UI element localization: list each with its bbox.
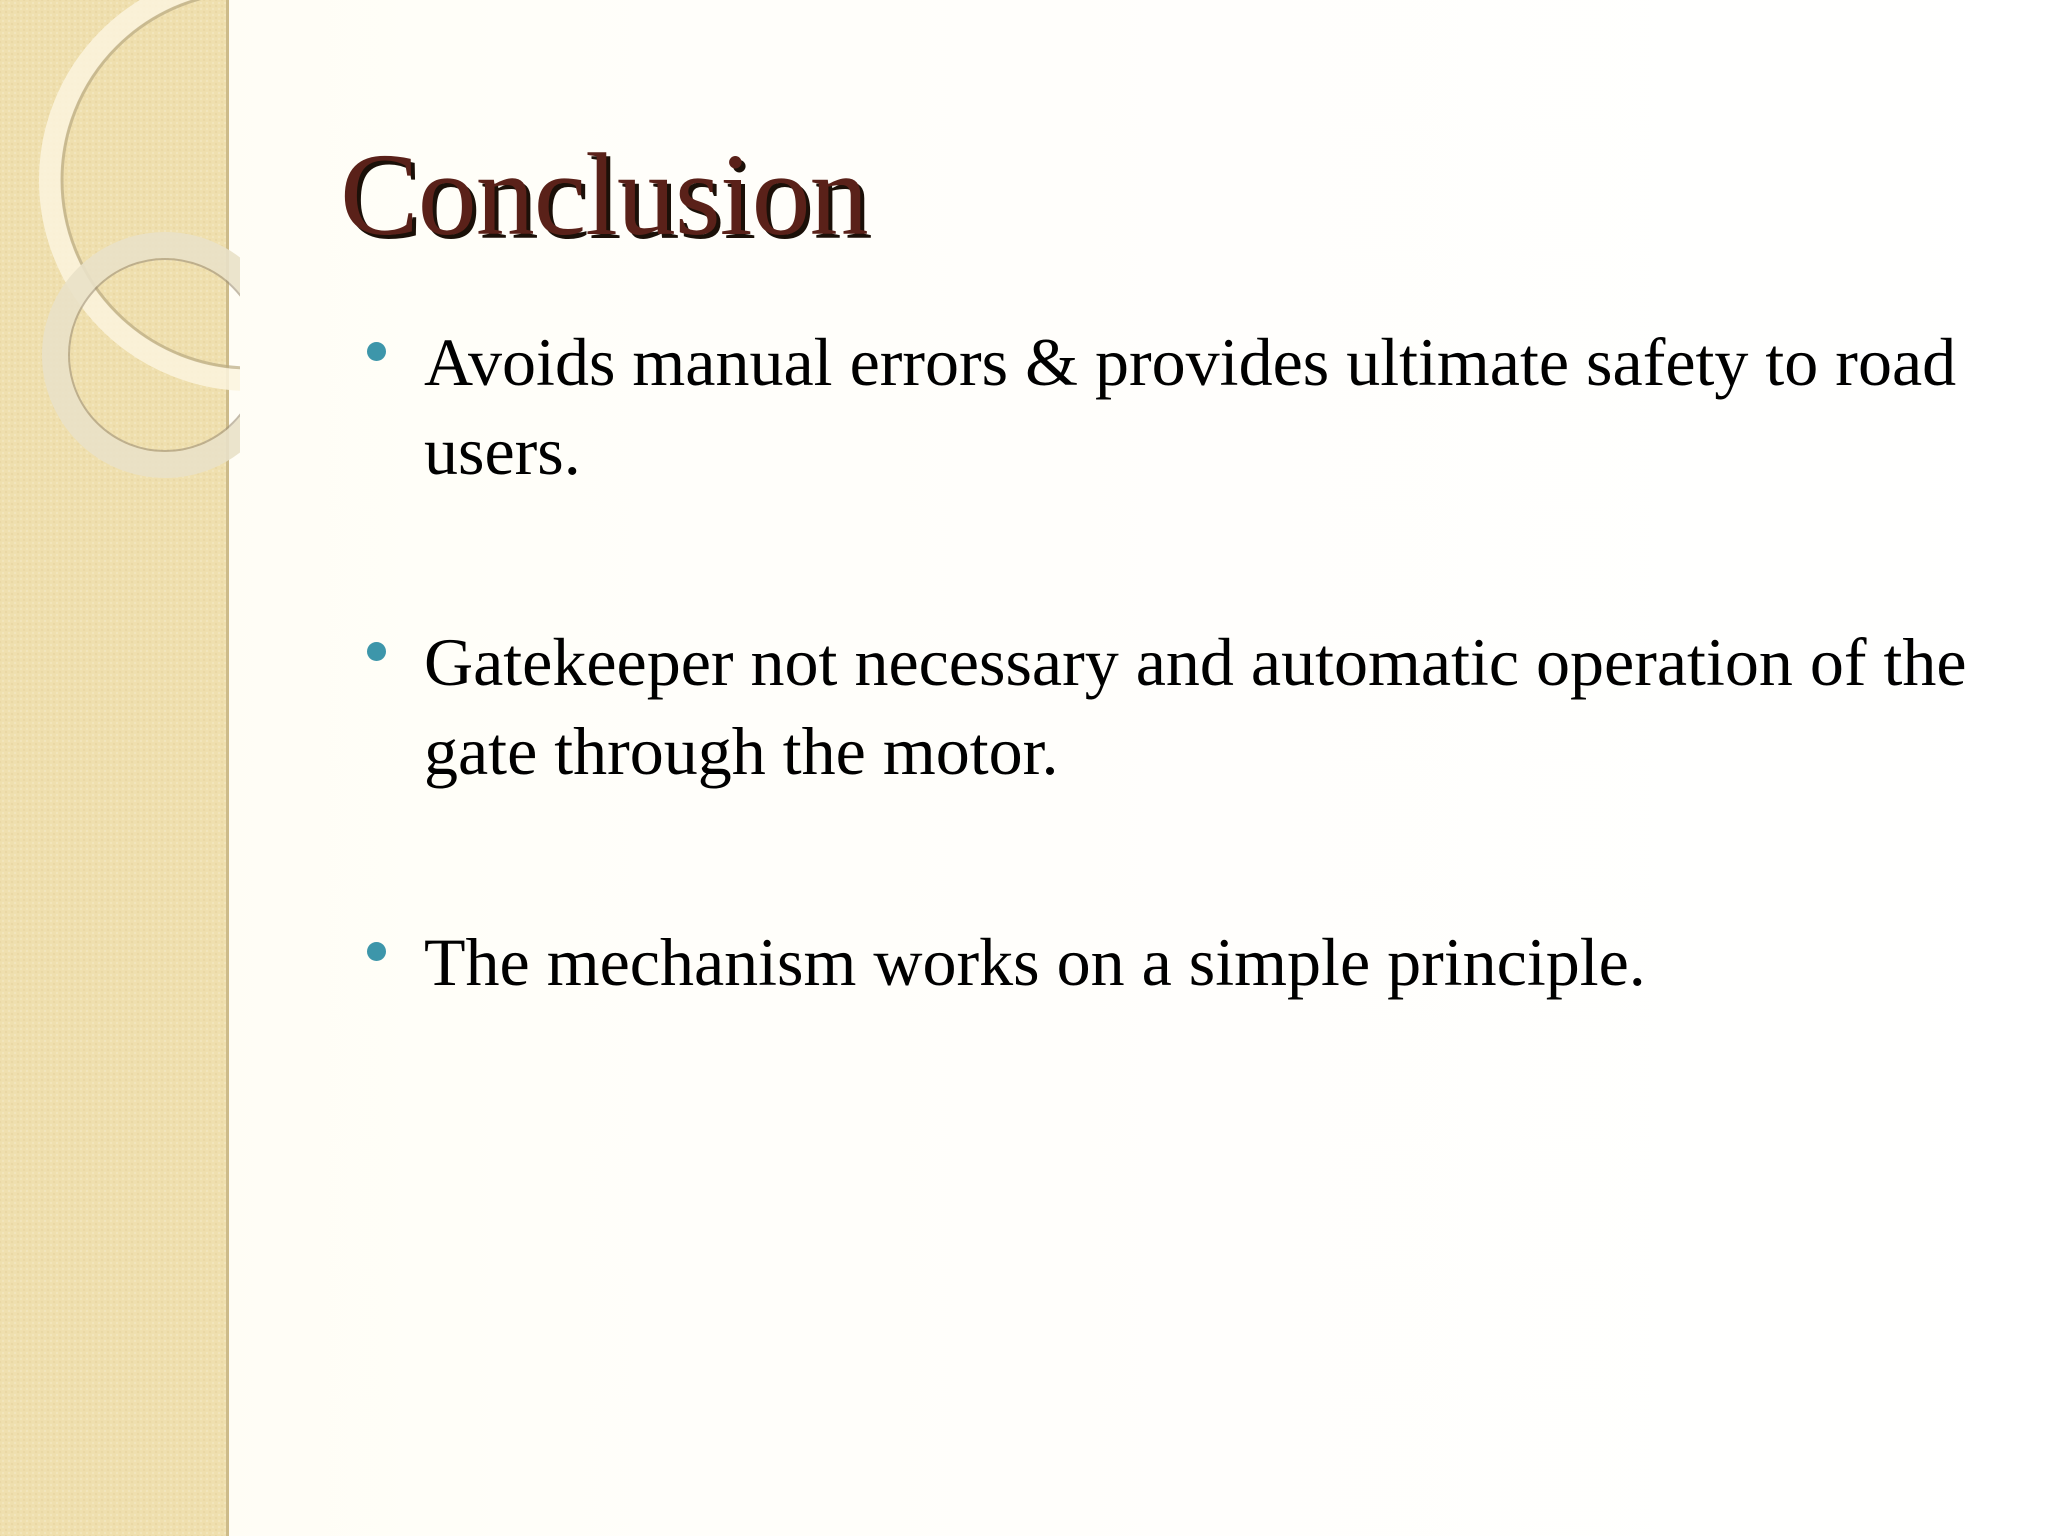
bullet-text: Avoids manual errors & provides ultimate safety to road users.: [424, 323, 1957, 489]
bullet-dot-icon: [367, 942, 386, 961]
bullet-dot-icon: [367, 342, 386, 361]
bullet-list: [340, 318, 1980, 1007]
bullet-dot-icon: [367, 642, 386, 661]
slide-content: [340, 130, 1980, 1129]
bullet-item: [340, 618, 1980, 796]
bullet-text: Gatekeeper not necessary and automatic operation of the gate through the motor.: [424, 623, 1967, 789]
bullet-item: [340, 918, 1980, 1007]
bullet-text: The mechanism works on a simple principle.: [424, 923, 1646, 1000]
decorative-rings-icon: [0, 0, 240, 520]
bullet-item: [340, 318, 1980, 496]
slide-title: Conclusion: [340, 129, 868, 260]
